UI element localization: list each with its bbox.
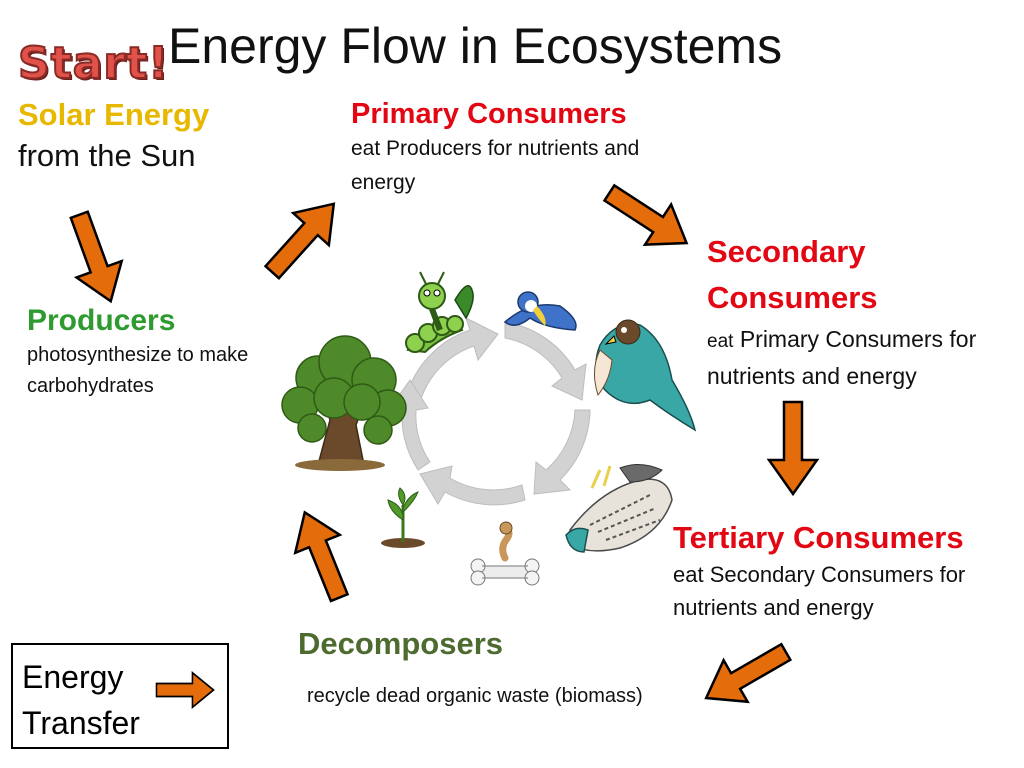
solar-energy-heading: Solar Energy bbox=[18, 97, 210, 132]
solar-energy-desc: from the Sun bbox=[18, 138, 196, 173]
tertiary-consumers-desc: eat Secondary Consumers for nutrients and energy bbox=[673, 562, 966, 620]
producers-heading: Producers bbox=[27, 304, 176, 337]
primary-consumers-heading: Primary Consumers bbox=[351, 98, 627, 130]
seedling-icon bbox=[381, 488, 425, 548]
secondary-consumers-heading-line1: Secondary bbox=[707, 234, 866, 269]
page-title: Energy Flow in Ecosystems bbox=[168, 18, 783, 74]
arrow-secondary-to-tertiary bbox=[769, 402, 817, 494]
arrow-primary-to-secondary bbox=[596, 173, 699, 263]
producers-desc: photosynthesize to make carbohydrates bbox=[27, 344, 249, 397]
arrow-decomposers-to-producers bbox=[283, 503, 362, 606]
arrow-tertiary-to-decomposers bbox=[694, 631, 798, 719]
decomposers-heading: Decomposers bbox=[298, 626, 504, 661]
tree-icon bbox=[282, 336, 406, 471]
bone-worm-icon bbox=[471, 522, 539, 585]
arrow-solar-to-producers bbox=[57, 207, 134, 310]
start-badge: Start! bbox=[18, 38, 170, 89]
tertiary-consumers-heading: Tertiary Consumers bbox=[673, 520, 964, 555]
secondary-consumers-desc: Primary Consumers for nutrients and energy bbox=[707, 326, 977, 389]
primary-consumers-desc: eat Producers for nutrients and energy bbox=[351, 137, 640, 194]
decomposers-desc: recycle dead organic waste (biomass) bbox=[307, 685, 643, 707]
legend-label: Energy Transfer bbox=[22, 659, 140, 741]
legend-arrow-icon bbox=[156, 673, 213, 708]
secondary-consumers-heading-line2: Consumers bbox=[707, 280, 878, 315]
hawk-icon bbox=[594, 320, 695, 430]
arrow-producers-to-primary bbox=[254, 188, 351, 288]
dead-hawk-icon bbox=[566, 464, 672, 552]
small-bird-icon bbox=[505, 292, 576, 330]
secondary-consumers-desc-prefix: eat bbox=[707, 331, 734, 352]
